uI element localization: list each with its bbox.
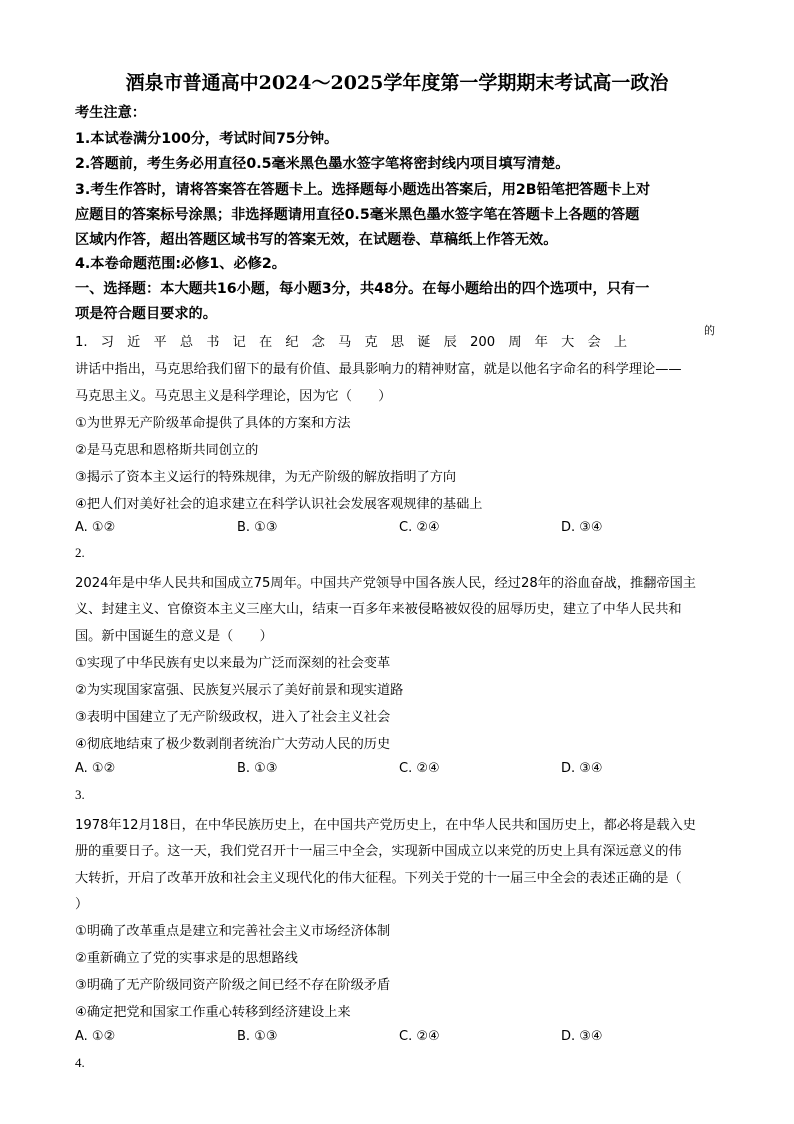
q2-statement: ①实现了中华民族有史以来最为广泛而深刻的社会变革	[75, 656, 391, 671]
q1-statement: ④把人们对美好社会的追求建立在科学认识社会发展客观规律的基础上	[75, 497, 483, 512]
q1-option-a[interactable]: A. ①②	[75, 520, 116, 535]
q1-option-c[interactable]: C. ②④	[399, 520, 440, 535]
q2-stem-line: 2024年是中华人民共和国成立75周年。中国共产党领导中国各族人民，经过28年的浴血奋战，推翻帝国主	[75, 576, 696, 591]
q2-option-d[interactable]: D. ③④	[561, 761, 603, 776]
q1-superscript: 的	[704, 324, 715, 337]
q2-statement: ④彻底地结束了极少数剥削者统治广大劳动人民的历史	[75, 737, 391, 752]
q3-stem-line: 1978年12月18日，在中华民族历史上，在中国共产党历史上，在中华人民共和国历史上，都必将是载入史	[75, 818, 696, 833]
q3-stem-line: 册的重要日子。这一天，我们党召开十一届三中全会，实现新中国成立以来党的历史上具有深远意义的伟	[75, 844, 682, 859]
q3-stem-line: 大转折，开启了改革开放和社会主义现代化的伟大征程。下列关于党的十一届三中全会的表述正确的是（	[75, 871, 682, 886]
q2-statement: ②为实现国家富强、民族复兴展示了美好前景和现实道路	[75, 683, 404, 698]
q3-option-a[interactable]: A. ①②	[75, 1029, 116, 1044]
q1-stem-line: 马克思主义。马克思主义是科学理论，因为它（ ）	[75, 389, 392, 404]
exam-title: 酒泉市普通高中2024～2025学年度第一学期期末考试高一政治	[125, 72, 669, 94]
q3-stem-line: ）	[75, 897, 89, 912]
q3-statement: ③明确了无产阶级同资产阶级之间已经不存在阶级矛盾	[75, 978, 391, 993]
q3-statement: ④确定把党和国家工作重心转移到经济建设上来	[75, 1005, 351, 1020]
q2-number: 2.	[75, 545, 85, 560]
q2-option-a[interactable]: A. ①②	[75, 761, 116, 776]
q1-statement: ①为世界无产阶级革命提供了具体的方案和方法	[75, 416, 351, 431]
q3-statement: ②重新确立了党的实事求是的思想路线	[75, 951, 298, 966]
q3-statement: ①明确了改革重点是建立和完善社会主义市场经济体制	[75, 924, 391, 939]
notice-item: 区域内作答，超出答题区域书写的答案无效，在试题卷、草稿纸上作答无效。	[75, 232, 558, 248]
q1-statement: ②是马克思和恩格斯共同创立的	[75, 443, 259, 458]
q1-first-line: 1. 习 近 平 总 书 记 在 纪 念 马 克 思 诞 辰 200 周 年 大 会 上	[75, 335, 628, 350]
section-heading: 一、选择题：本大题共16小题，每小题3分，共48分。在每小题给出的四个选项中，只有一	[75, 281, 650, 297]
q3-option-d[interactable]: D. ③④	[561, 1029, 603, 1044]
section-heading: 项是符合题目要求的。	[75, 306, 217, 322]
q3-option-b[interactable]: B. ①③	[237, 1029, 278, 1044]
q2-option-c[interactable]: C. ②④	[399, 761, 440, 776]
q2-option-b[interactable]: B. ①③	[237, 761, 278, 776]
notice-item: 应题目的答案标号涂黑；非选择题请用直径0.5毫米黑色墨水签字笔在答题卡上各题的答题	[75, 207, 640, 223]
q3-option-c[interactable]: C. ②④	[399, 1029, 440, 1044]
notice-heading: 考生注意：	[75, 105, 146, 121]
notice-item: 3.考生作答时，请将答案答在答题卡上。选择题每小题选出答案后，用2B铅笔把答题卡上对	[75, 182, 651, 198]
q3-number: 3.	[75, 787, 85, 802]
q4-number: 4.	[75, 1055, 85, 1070]
q2-stem-line: 国。新中国诞生的意义是（ ）	[75, 629, 273, 644]
notice-item: 4.本卷命题范围:必修1、必修2。	[75, 256, 286, 272]
q2-statement: ③表明中国建立了无产阶级政权，进入了社会主义社会	[75, 710, 391, 725]
q1-statement: ③揭示了资本主义运行的特殊规律，为无产阶级的解放指明了方向	[75, 470, 457, 485]
q2-stem-line: 义、封建主义、官僚资本主义三座大山，结束一百多年来被侵略被奴役的屈辱历史，建立了中华人民共和	[75, 602, 682, 617]
notice-item: 1.本试卷满分100分，考试时间75分钟。	[75, 131, 339, 147]
q1-option-d[interactable]: D. ③④	[561, 520, 603, 535]
notice-item: 2.答题前，考生务必用直径0.5毫米黑色墨水签字笔将密封线内项目填写清楚。	[75, 156, 570, 172]
q1-option-b[interactable]: B. ①③	[237, 520, 278, 535]
q1-stem-line: 讲话中指出，马克思给我们留下的最有价值、最具影响力的精神财富，就是以他名字命名的科学理论——	[75, 362, 682, 377]
